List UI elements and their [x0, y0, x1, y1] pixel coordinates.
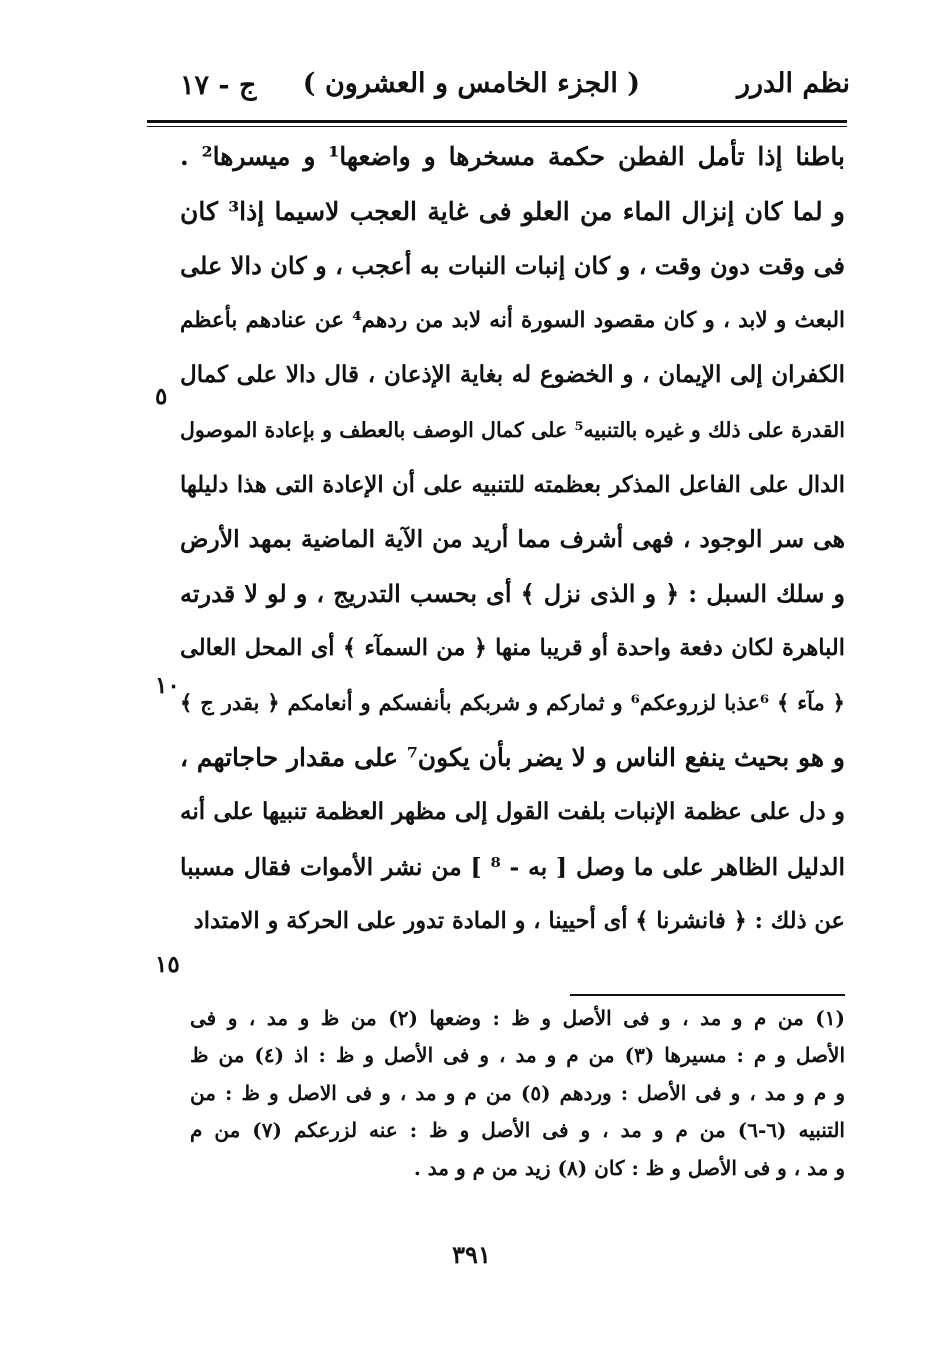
footnote-line: الأصل و م : مسيرها (٣) من م و مد ، و فى الأصل و ظ : اذ (٤) من ظ	[190, 1043, 846, 1068]
volume-reference: ج - ١٧	[180, 70, 257, 101]
footnote-line: (١) من م و مد ، و فى الأصل و ظ : وضعها (٢) من ظ و مد ، و فى	[190, 1006, 845, 1030]
footnote-line: و م و مد ، و فى الأصل : وردهم (٥) من م و مد ، و فى الاصل و ظ : من	[190, 1080, 845, 1105]
header-rule-thin	[147, 126, 847, 127]
text-line: ﴿ مآء ﴾ ⁶عذبا لزروعكم⁶ و ثماركم و شربكم بأنفسكم و أنعامكم ﴿ بقدر ج ﴾	[180, 689, 845, 715]
line-number-15: ١٥	[155, 951, 180, 978]
text-line: و لما كان إنزال الماء من العلو فى غاية العجب لاسيما إذا³ كان	[180, 196, 845, 226]
footnote-line: و مد ، و فى الأصل و ظ : كان (٨) زيد من م و مد .	[413, 1155, 845, 1180]
running-header	[150, 62, 850, 112]
text-line: القدرة على ذلك و غيره بالتنبيه⁵ على كمال الوصف بالعطف و بإعادة الموصول	[180, 417, 846, 442]
line-number-10: ١٠	[155, 672, 180, 699]
header-rule-thick	[147, 120, 847, 123]
book-title: نظم الدرر	[736, 68, 850, 99]
text-line: هى سر الوجود ، فهى أشرف مما أريد من الآية الماضية بمهد الأرض	[180, 525, 845, 554]
page-number: ٣٩١	[452, 1240, 491, 1269]
text-line: الدليل الظاهر على ما وصل [ به - ⁸ ] من نشر الأموات فقال مسببا	[180, 852, 845, 881]
text-line: الدال على الفاعل المذكر بعظمته للتنبيه على أن الإعادة التى هذا دليلها	[180, 471, 845, 498]
footnotes	[190, 1000, 845, 1187]
text-line: البعث و لابد ، و كان مقصود السورة أنه لابد من ردهم⁴ عن عنادهم بأعظم	[180, 307, 845, 333]
text-line: و دل على عظمة الإنبات بلفت القول إلى مظهر العظمة تنبيها على أنه	[180, 798, 845, 826]
text-line: فى وقت دون وقت ، و كان إنبات النبات به أعجب ، و كان دالا على	[180, 251, 846, 281]
text-line: و هو بحيث ينفع الناس و لا يضر بأن يكون⁷ على مقدار حاجاتهم ،	[180, 742, 846, 772]
footnote-line: التنبيه (٦-٦) من م و مد ، و فى الأصل و ظ : عنه لزرعكم (٧) من م	[190, 1118, 845, 1143]
text-line: باطنا إذا تأمل الفطن حكمة مسخرها و واضعها¹ و ميسرها² .	[180, 142, 846, 171]
footnote-separator	[570, 994, 845, 996]
line-number-5: ٥	[155, 383, 168, 410]
text-line: الباهرة لكان دفعة واحدة أو قريبا منها ﴿ من السمآء ﴾ أى المحل العالى	[180, 635, 845, 662]
main-text	[180, 130, 845, 949]
text-line: و سلك السبل : ﴿ و الذى نزل ﴾ أى بحسب التدريج ، و لو لا قدرته	[180, 578, 845, 608]
text-line: الكفران إلى الإيمان ، و الخضوع له بغاية الإذعان ، قال دالا على كمال	[180, 361, 845, 389]
text-line: عن ذلك : ﴿ فانشرنا ﴾ أى أحيينا ، و المادة تدور على الحركة و الامتداد	[193, 908, 845, 935]
part-title: ( الجزء الخامس و العشرون )	[302, 68, 640, 99]
